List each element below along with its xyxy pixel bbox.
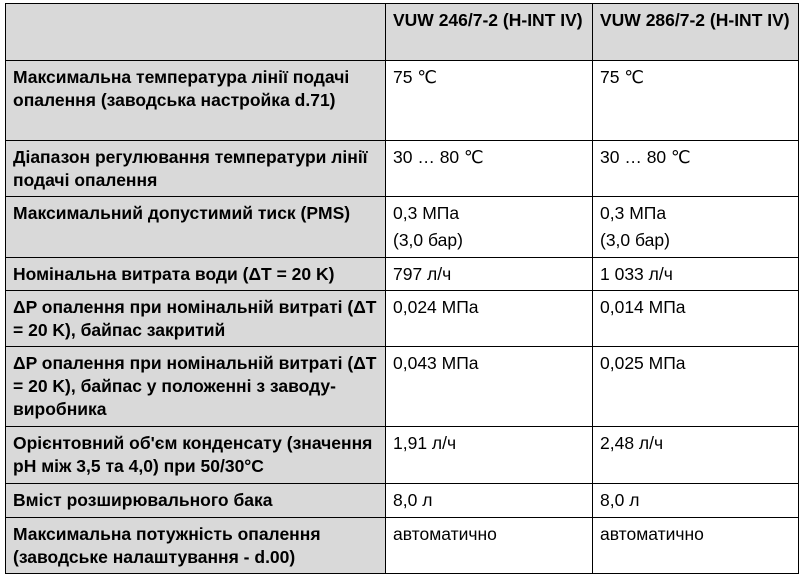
table-row [6,197,799,258]
row-value-model-2 [593,291,799,347]
value-text: 30 … 80 ℃ [600,147,691,167]
value-text: 0,043 МПа [393,353,479,373]
row-value-model-2 [593,197,799,258]
value-text: 1,91 л/ч [393,433,457,453]
row-label: ΔP опалення при номінальній витраті (ΔT = 20 K), байпас у положенні з заводу-виробника [6,347,386,427]
row-value-model-2 [593,61,799,141]
table-row [6,61,799,141]
row-value-model-2 [593,518,799,574]
value-text: 1 033 л/ч [600,264,673,284]
value-subtext: (3,0 бар) [393,230,463,250]
row-label: ΔP опалення при номінальній витраті (ΔT = 20 K), байпас закритий [6,291,386,347]
row-label: Максимальний допустимий тиск (PMS) [6,197,386,258]
row-value-model-1 [386,347,593,427]
value-text: 0,3 МПа [393,203,460,223]
row-value-model-2 [593,347,799,427]
value-text: 0,014 МПа [600,297,686,317]
spec-table [5,3,799,574]
row-value-model-1 [386,484,593,518]
value-text: автоматично [393,524,497,544]
row-label: Орієнтовний об'єм конденсату (значення pH між 3,5 та 4,0) при 50/30°C [6,427,386,484]
row-value-model-1 [386,61,593,141]
row-label: Діапазон регулювання температури лінії подачі опалення [6,141,386,197]
table-row [6,427,799,484]
value-text: 0,3 МПа [600,203,667,223]
table-row [6,291,799,347]
row-value-model-2 [593,427,799,484]
row-value-model-1 [386,197,593,258]
value-text: 0,025 МПа [600,353,686,373]
header-model-2: VUW 286/7-2 (H-INT IV) [593,4,799,61]
row-value-model-2 [593,484,799,518]
row-label: Максимальна потужність опалення (заводське налаштування - d.00) [6,518,386,574]
value-text: 8,0 л [600,490,640,510]
table-row [6,141,799,197]
value-text: 75 ℃ [393,67,437,87]
header-empty-cell [6,4,386,61]
table-row [6,484,799,518]
value-subtext: (3,0 бар) [600,230,670,250]
value-text: автоматично [600,524,704,544]
value-text: 30 … 80 ℃ [393,147,484,167]
value-text: 797 л/ч [393,264,452,284]
row-value-model-2 [593,258,799,291]
row-value-model-2 [593,141,799,197]
value-text: 75 ℃ [600,67,644,87]
row-value-model-1 [386,427,593,484]
row-value-model-1 [386,258,593,291]
header-model-1: VUW 246/7-2 (H-INT IV) [386,4,593,61]
value-text: 2,48 л/ч [600,433,664,453]
row-value-model-1 [386,518,593,574]
row-label: Вміст розширювального бака [6,484,386,518]
table-row [6,258,799,291]
value-text: 0,024 МПа [393,297,479,317]
header-row [6,4,799,61]
row-value-model-1 [386,291,593,347]
value-text: 8,0 л [393,490,433,510]
table-row [6,347,799,427]
table-row [6,518,799,574]
row-label: Максимальна температура лінії подачі опалення (заводська настройка d.71) [6,61,386,141]
row-label: Номінальна витрата води (ΔT = 20 K) [6,258,386,291]
row-value-model-1 [386,141,593,197]
